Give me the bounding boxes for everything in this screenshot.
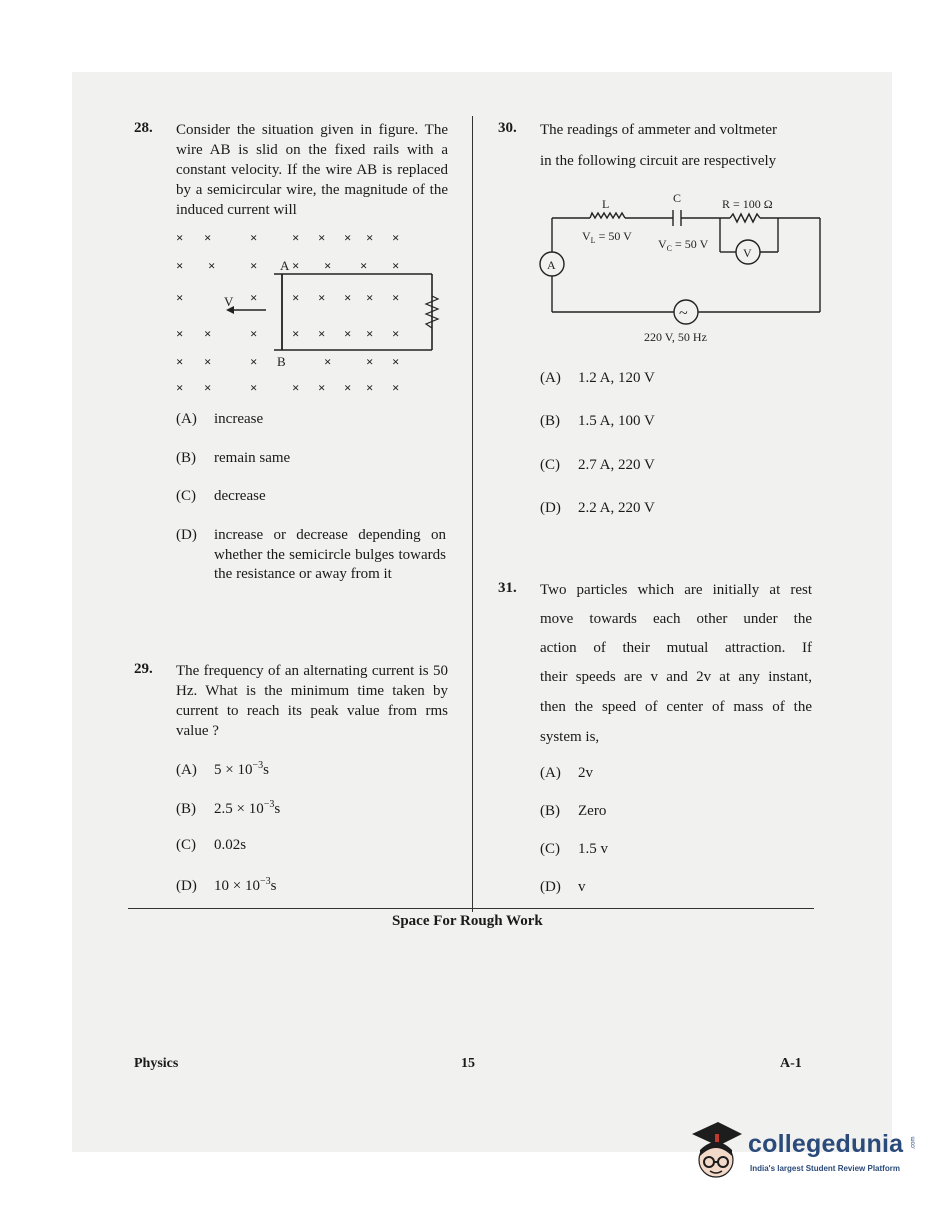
field-mark: × (204, 230, 212, 245)
field-mark: × (250, 230, 258, 245)
field-mark: × (292, 326, 300, 341)
q29-text: The frequency of an alternating current is 50 Hz. What is the minimum time taken by current to reach its peak value from rms value ? (176, 663, 448, 739)
field-mark: × (392, 326, 400, 341)
field-mark: × (176, 326, 184, 341)
field-mark: × (204, 380, 212, 395)
label-v: V (224, 294, 234, 309)
option-text: increase or decrease depending on whether the semicircle bulges towards the resistance or away from it (214, 527, 446, 582)
q28-figure (170, 228, 440, 400)
voltmeter-label: V (743, 246, 752, 260)
field-mark: × (176, 290, 184, 305)
q29-number: 29. (134, 661, 153, 677)
field-mark: × (318, 290, 326, 305)
option-label: (C) (540, 457, 560, 473)
option-label: (B) (176, 801, 196, 817)
field-mark: × (392, 354, 400, 369)
option-label: (A) (540, 370, 561, 386)
label-a: A (280, 258, 290, 273)
field-mark: × (176, 354, 184, 369)
q29-option-a[interactable] (176, 760, 269, 779)
q28-text: Consider the situation given in figure. The wire AB is slid on the fixed rails with a constant velocity. If the wire AB is replaced by a semicircular wire, the magnitude of the induced current will (176, 122, 448, 218)
option-exponent: −3 (252, 760, 264, 771)
option-label: (B) (176, 450, 196, 466)
option-unit: s (274, 801, 281, 817)
option-label: (D) (540, 500, 561, 516)
footer-subject: Physics (134, 1056, 179, 1071)
collegedunia-logo-icon (688, 1120, 744, 1186)
field-mark: × (366, 230, 374, 245)
q30-number: 30. (498, 120, 517, 136)
field-mark: × (318, 230, 326, 245)
field-mark: × (344, 380, 352, 395)
q28-number: 28. (134, 120, 153, 136)
resistor-zigzag (730, 214, 760, 222)
field-mark: × (392, 258, 400, 273)
option-label: (C) (540, 841, 560, 857)
field-mark: × (176, 258, 184, 273)
rough-work-divider (128, 908, 814, 909)
option-text: Zero (578, 803, 607, 819)
q31-option-a[interactable] (540, 765, 593, 782)
option-text: 1.2 A, 120 V (578, 370, 655, 386)
q30-option-b[interactable] (540, 413, 655, 430)
field-mark: × (250, 258, 258, 273)
field-mark: × (250, 290, 258, 305)
source-label: 220 V, 50 Hz (644, 330, 707, 344)
q28-option-c[interactable] (176, 488, 266, 505)
footer-page-number: 15 (461, 1056, 475, 1071)
field-mark: × (324, 258, 332, 273)
option-text: 2.7 A, 220 V (578, 457, 655, 473)
field-mark: × (292, 258, 300, 273)
option-exponent: −3 (259, 876, 271, 887)
brand-name: collegedunia (748, 1130, 904, 1158)
option-text: v (578, 879, 586, 895)
brand-tagline: India's largest Student Review Platform (750, 1164, 900, 1173)
option-label: (C) (176, 488, 196, 504)
q29-option-d[interactable] (176, 876, 276, 895)
q31-line-5: then the speed of center of mass of the (540, 699, 812, 715)
field-mark: × (176, 380, 184, 395)
inductor-label: L (602, 197, 610, 211)
option-label: (A) (540, 765, 561, 781)
option-text: remain same (214, 450, 291, 466)
field-mark: × (292, 230, 300, 245)
q30-option-d[interactable] (540, 500, 655, 517)
q30-circuit (530, 188, 830, 348)
field-mark: × (250, 380, 258, 395)
label-b: B (277, 354, 286, 369)
option-text: increase (214, 411, 264, 427)
q30-option-a[interactable] (540, 370, 655, 387)
field-mark: × (292, 290, 300, 305)
option-unit: s (270, 878, 277, 894)
option-text: 0.02s (214, 837, 247, 853)
q31-line-6: system is, (540, 729, 600, 745)
q30-option-c[interactable] (540, 457, 655, 474)
option-label: (B) (540, 413, 560, 429)
field-mark: × (176, 230, 184, 245)
option-mantissa: 5 × 10 (214, 762, 253, 778)
field-mark: × (344, 290, 352, 305)
field-mark: × (204, 326, 212, 341)
q29-option-b[interactable] (176, 799, 280, 818)
q30-text-line1: The readings of ammeter and voltmeter (540, 122, 777, 138)
q31-line-3: action of their mutual attraction. If (540, 640, 812, 656)
inductor-coil (590, 213, 625, 218)
field-mark: × (366, 354, 374, 369)
option-text: 1.5 v (578, 841, 608, 857)
q28-option-d[interactable] (176, 526, 448, 585)
brand-tld: .com (910, 1136, 917, 1150)
q31-option-d[interactable] (540, 879, 586, 896)
field-mark: × (318, 380, 326, 395)
q30-text-line2: in the following circuit are respectively (540, 153, 777, 169)
field-mark: × (366, 326, 374, 341)
option-label: (D) (176, 527, 197, 543)
field-mark: × (392, 290, 400, 305)
capacitor-label: C (673, 191, 682, 205)
q31-number: 31. (498, 580, 517, 596)
option-text: decrease (214, 488, 266, 504)
field-mark: × (292, 380, 300, 395)
rough-work-label: Space For Rough Work (392, 913, 543, 929)
option-text: 2v (578, 765, 593, 781)
field-mark: × (250, 326, 258, 341)
field-mark: × (392, 380, 400, 395)
field-mark: × (324, 354, 332, 369)
option-label: (B) (540, 803, 560, 819)
field-mark: × (208, 258, 216, 273)
column-divider (472, 116, 473, 912)
option-mantissa: 2.5 × 10 (214, 801, 264, 817)
option-text: 1.5 A, 100 V (578, 413, 655, 429)
q31-line-2: move towards each other under the (540, 611, 812, 627)
field-mark: × (360, 258, 368, 273)
option-label: (D) (540, 879, 561, 895)
field-mark: × (344, 326, 352, 341)
option-label: (C) (176, 837, 196, 853)
field-mark: × (344, 230, 352, 245)
vc-label: $V_C = 50$ V (658, 237, 709, 253)
q28-option-b[interactable] (176, 450, 290, 467)
q31-line-1: Two particles which are initially at rest (540, 582, 812, 598)
q28-option-a[interactable] (176, 411, 263, 428)
field-mark: × (366, 290, 374, 305)
option-label: (A) (176, 411, 197, 427)
option-text: 2.2 A, 220 V (578, 500, 655, 516)
option-label: (A) (176, 762, 197, 778)
field-mark: × (204, 354, 212, 369)
resistor-label: R = 100 Ω (722, 197, 773, 211)
ammeter-label: A (547, 258, 556, 272)
footer-code: A-1 (780, 1056, 802, 1071)
q31-option-b[interactable] (540, 803, 606, 820)
option-exponent: −3 (263, 799, 275, 810)
field-mark: × (250, 354, 258, 369)
q29-option-c[interactable] (176, 837, 246, 854)
q31-line-4: their speeds are v and 2v at any instant, (540, 669, 812, 685)
vl-label: $V_L = 50$ V (582, 229, 632, 245)
field-mark: × (392, 230, 400, 245)
q31-option-c[interactable] (540, 841, 608, 858)
field-mark: × (318, 326, 326, 341)
field-mark: × (366, 380, 374, 395)
option-mantissa: 10 × 10 (214, 878, 260, 894)
option-label: (D) (176, 878, 197, 894)
option-unit: s (263, 762, 269, 778)
ac-source-symbol: ~ (679, 305, 688, 322)
